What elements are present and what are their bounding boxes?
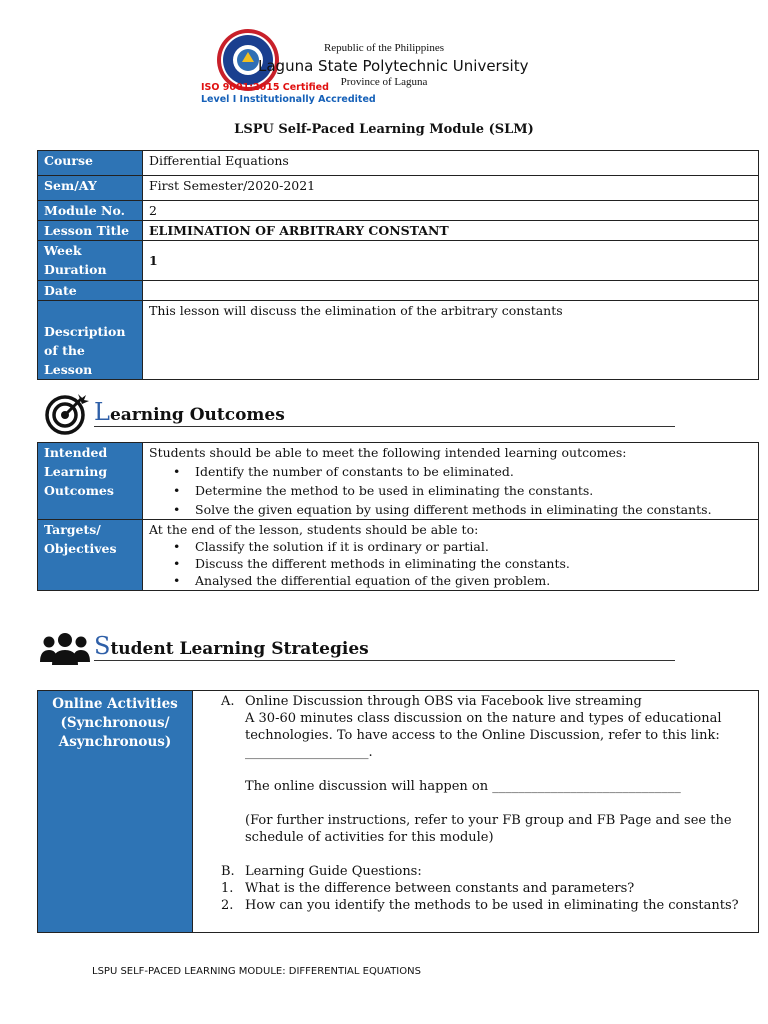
info-label: Week Duration <box>38 241 143 281</box>
info-value: First Semester/2020-2021 <box>143 176 759 201</box>
ilo-intro: Students should be able to meet the following intended learning outcomes: <box>149 445 627 460</box>
info-label: Lesson Title <box>38 221 143 241</box>
table-row <box>38 443 759 520</box>
page-footer: LSPU SELF-PACED LEARNING MODULE: DIFFERENTIAL EQUATIONS <box>92 966 421 977</box>
list-item: 2. How can you identify the methods to be used in eliminating the constants? <box>221 898 739 913</box>
list-item: B. Learning Guide Questions: <box>221 864 422 879</box>
list-item: • Identify the number of constants to be eliminated. <box>195 462 752 481</box>
list-item: 1. What is the difference between constants and parameters? <box>221 881 635 896</box>
university-name: Laguna State Polytechnic University <box>258 57 529 75</box>
strategies-table <box>37 690 759 933</box>
info-value: This lesson will discuss the elimination of the arbitrary constants <box>143 301 759 380</box>
info-value: ELIMINATION OF ARBITRARY CONSTANT <box>143 221 759 241</box>
table-row <box>38 241 759 281</box>
province-line: Province of Laguna <box>340 76 428 88</box>
info-value <box>143 281 759 301</box>
info-value: 1 <box>143 241 759 281</box>
list-item: A. Online Discussion through OBS via Facebook live streaming A 30-60 minutes class discussion on the nature and types of educational technologies. To have access to the Online Discussion, refer to this link: ___________________. The online discussion will happen on _____________________________ (For further instructions, refer to your FB group and FB Page and see the schedule of activities for this module) <box>221 694 732 845</box>
info-label: Description of the Lesson <box>38 301 143 380</box>
info-label: Module No. <box>38 201 143 221</box>
list-item: • Analysed the differential equation of the given problem. <box>195 572 752 589</box>
table-row <box>38 520 759 591</box>
table-row <box>38 221 759 241</box>
group-icon <box>39 632 91 666</box>
accreditation-line: Level I Institutionally Accredited <box>201 94 376 105</box>
republic-line: Republic of the Philippines <box>323 42 445 54</box>
table-row <box>38 281 759 301</box>
targets-cell <box>143 520 759 591</box>
ilo-label: Intended Learning Outcomes <box>38 443 143 520</box>
list-item: • Discuss the different methods in eliminating the constants. <box>195 555 752 572</box>
targets-label: Targets/ Objectives <box>38 520 143 591</box>
heading-rule <box>94 660 675 661</box>
list-item: • Solve the given equation by using different methods in eliminating the constants. <box>195 500 752 519</box>
list-item: • Determine the method to be used in eliminating the constants. <box>195 481 752 500</box>
info-label: Course <box>38 151 143 176</box>
table-row <box>38 691 759 933</box>
info-value: Differential Equations <box>143 151 759 176</box>
iso-certification: ISO 9001:2015 Certified <box>201 82 329 93</box>
table-row <box>38 201 759 221</box>
info-value: 2 <box>143 201 759 221</box>
ilo-cell <box>143 443 759 520</box>
info-label: Date <box>38 281 143 301</box>
list-item: • Classify the solution if it is ordinary or partial. <box>195 538 752 555</box>
online-activities-label: Online Activities (Synchronous/ Asynchronous) <box>38 691 193 933</box>
outcomes-table <box>37 442 759 591</box>
table-row <box>38 301 759 380</box>
target-icon <box>44 390 90 436</box>
targets-intro: At the end of the lesson, students should be able to: <box>149 522 479 537</box>
info-label: Sem/AY <box>38 176 143 201</box>
heading-rule <box>94 426 675 427</box>
module-title: LSPU Self-Paced Learning Module (SLM) <box>234 122 534 137</box>
table-row <box>38 176 759 201</box>
learning-outcomes-heading: Learning Outcomes <box>94 398 285 426</box>
table-row <box>38 151 759 176</box>
strategies-heading: Student Learning Strategies <box>94 632 369 660</box>
strategies-cell <box>193 691 759 933</box>
module-info-table <box>37 150 759 380</box>
